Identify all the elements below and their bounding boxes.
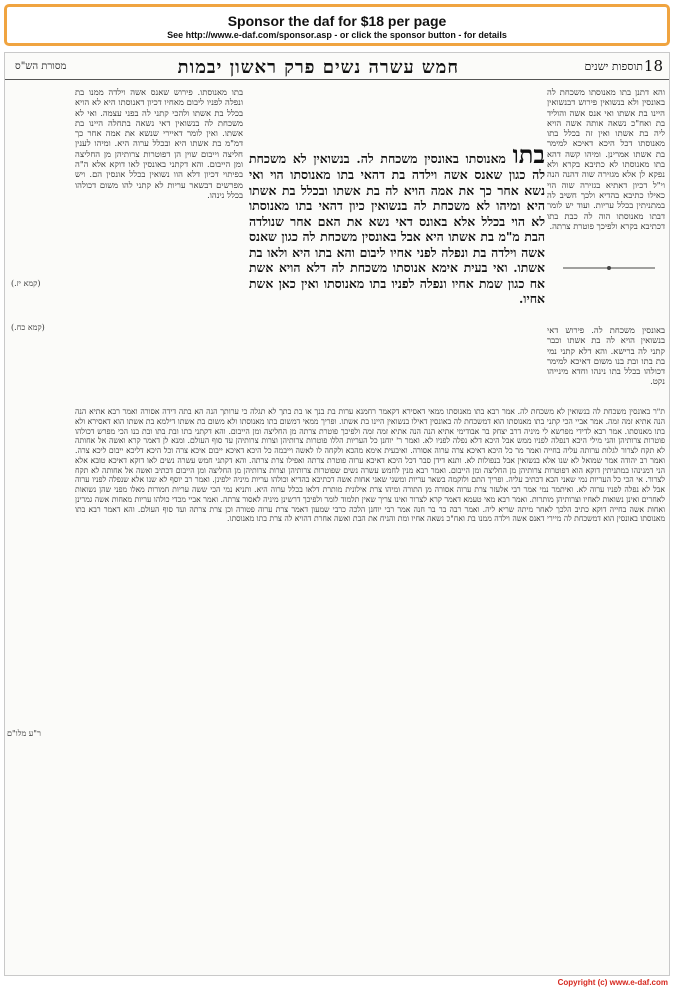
commentary-body: ת"ר באונסין משכחת לה בנשואין לא משכחת לה. אמר רבא בתו מאנוסתו ממאי דאסירא דקאמר רחמנא ערות בת בנך או בת בתך לא תגלה כי ערותך הנה הא בתה דידה אסורה ואמר רבא אתיא הנה הנה אתיא זמה זמה. אמר אביי הכי קתני בתו מאנוסתו הוא דמשכחת לה באונסין דאילו בנשואין היינו בת אשתו. ופריך ממאי דמשום בתו מאנוסתו ולא משום בת אשתו דילמא בת אשתו הוא דאסירא ולא בתו מאנוסתו. אמר רבא לדידי מפרשא לי מיניה דרב יצחק בר אבודימי אתיא הנה הנה אתיא זמה זמה ולפיכך פוטרת צרתה מן החליצה ומן הייבום. והא דקתני בתו ובת בתו ובת בנו הכי מפרש דכולהו פוטרות צרותיהן והני מילי היכא דנפלה לפניו ממש אבל היכא דלא נפלה לפניו לא. ואמר ר' יוחנן כל העריות הללו פוטרות צרותיהן וצרות צרותיהן עד סוף העולם. ומנא לן דאמר קרא ואשה אל אחותה לא תקח לצרור לגלות ערותה עליה בחייה ואמר מר כל היכא דאיכא צרה ערוה אסורה. ואיבעית אימא מהכא ולקחה לו לאשה וייבמה כל היכא דאיכא ייבום איכא צרה וכל היכא דליכא ייבום ליכא צרה. ואמר רב יהודה אמר שמואל לא שנו אלא בנשואין אבל בנפולות לא. ותנא דידן סבר דכל היכא דאיכא ערוה פוטרת צרתה ואפילו צרת צרתה. והא דקתני חמש עשרה נשים לאו דוקא דאיכא טובא אלא הני דמנינהו במתניתין דוקא הוא דפוטרות צרותיהן מן החליצה ומן הייבום. ואמר רבא מנין לחמש עשרה נשים שפוטרות צרותיהן וצרות צרותיהן מן החליצה ומן הייבום דכתיב ואשה אל אחותה לא תקח לצרור. אי הכי כל העריות נמי שאני הכא דכתיב עליה. ופריך התם ולוקמה בשאר עריות ומשני שאני אחות אשה דכתיבא בהדיא וכולהו עריות מיניה ילפינן. ואמר רב יוסף לא שנו אלא שנפלה לפניו ערוה אבל לא נפלה לפניו ערוה לא. ואיתמר נמי אמר רבי אלעזר צרת ערוה אסורה מן התורה ומיהו צרת אילונית מותרת דלאו בכלל ערוה היא. ותניא נמי הכי ששה עריות חמורות מאלו מפני שהן נשואות לאחרים ואינן נשואות לאחיו וצרותיהן מותרות. ואמר רבא מאי טעמא דאמר קרא לצרור ואינו צריך שאין תלמוד לומר ולפיכך דרשינן מיניה לאסור צרתה. ואמר אביי מכדי כולהו עריות מאחות אשה גמרינן ואחות אשה בחייה דוקא כתיב הלכך לאחר מיתה שריא ליה. ואמר רבה בר בר חנה אמר רבי יוחנן הלכה כרבי שמעון דאמר צרת ערוה פטורה וכן צרת צרתה ועד סוף העולם. והא דאמר רבא בתו מאנוסתו באונסין הוא דמשכחת לה מיירי דאנס אשה וילדה ממנו בת ואח"כ נשאה אחיו ומת והניח את הבת ואשה אחרת דהויא לה צרת בתו מאנוסתו. [75,407,665,524]
page-header [5,55,669,80]
ornament-divider [561,265,657,271]
sponsor-banner[interactable] [4,4,670,46]
banner-subtitle[interactable]: See http://www.e-daf.com/sponsor.asp - or click the sponsor button - for details [167,30,507,40]
margin-note: (קמא יז.) [11,279,41,288]
header-left-label: מסורת הש"ס [15,61,67,72]
tosafot-yeshanim-column: והא דתנן בתו מאנוסתו משכחת לה באונסין ולא בנשואין פירוש דבנשואין היינו בת אשתו ואי אנס אשה והוליד בת ואח"כ נשאה אותה אשה הויא ליה בת אשתו ואין זה בכלל בתו מאנוסתו דכל היכא דאיכא למימר בת אשתו אמרינן. ומיהו קשה דהא בתו מאנוסתו לא כתיבא בקרא ולא נפקא לן אלא מגזירה שוה דהנה הנה וי"ל דכיון דאתיא בגזירה שוה הוי כאילו כתיבא בהדיא ולכך חשיב לה במתניתין בכלל עריות. ועוד יש לומר דבתו מאנוסתו הוה לה כבת בתו דכתיבא בקרא ולפיכך פוטרת צרתה. [547,87,665,231]
lead-word: בתו [512,143,545,169]
copyright-link[interactable]: Copyright (c) www.e-daf.com [557,978,668,987]
page-title: חמש עשרה נשים פרק ראשון יבמות [177,57,459,78]
margin-note: ר"ע מלו"ם [7,729,41,738]
mishnah-gemara-text [249,143,545,401]
page-number: 18 [643,57,663,75]
main-text-body: מאנוסתו באונסין משכחת לה. בנשואין לא משכחת לה כגון שאנס אשה וילדה בת דהאי בתו מאנוסתו הוי ואי נשא אחר כך את אמה הויא לה בת אשתו ובכלל בת אשתו היא ומיהו לא משכחת לה בנשואין כיון דהאי בתו מאנוסתו לא הוי בכלל אלא באונס דאי נשא את האם אחר שנולדה הבת מ"מ בת אשתו היא אבל באונסין משכחת לה כגון שאנס אשה וילדה בת ונפלה לפני אחיו ליבום והא בתו היא ולאו בת אשתו. ואי בעית אימא אנוסתו משכחת לה דלא הויא אשת אח כגון שמת אחיו ונפלה לפניו בתו מאנוסתו ואין כאן אשת אחיו. [249,151,545,306]
margin-note: (קמא כח.) [11,323,45,332]
masoret-hashas-margin [5,83,75,975]
header-right-label: תוספות ישנים [584,60,643,73]
daf-page-image [4,52,670,976]
banner-title[interactable]: Sponsor the daf for $18 per page [227,13,447,29]
tosafot-column: באונסין משכחת לה. פירוש דאי בנשואין הויא לה בת אשתו וכבר קתני לה ברישא. והא דלא קתני נמי בת בתו ובת בנו משום דאיכא למימר דכולהו בכלל בתו נינהו וחדא מינייהו נקט. [547,325,665,387]
rashi-column: בתו מאנוסתו. פירוש שאנס אשה וילדה ממנו בת ונפלה לפניו ליבום מאחיו דכיון דאנוסתו היא לא הויא בכלל בת אשתו ולהכי קתני לה בפני עצמה. ואי לא משכחת לה בנשואין דאי נשאה בתחלה היינו בת אשתו. ואין לומר דאיירי שנשא את אמה אחר כך דמ"מ בת אשתו היא ובכלל ערוה היא. ומיהו לענין חליצה וייבום שוין הן דפוטרות צרותיהן מן החליצה ומן הייבום. והא דקתני באונסין לאו דוקא אלא ה"ה בפיתוי דכיון דלא הוו נשואין בכלל אונסין הם. ויש מפרשים דבשאר עריות לא קתני להו משום דכולהו בכלל נינהו. [75,87,243,200]
